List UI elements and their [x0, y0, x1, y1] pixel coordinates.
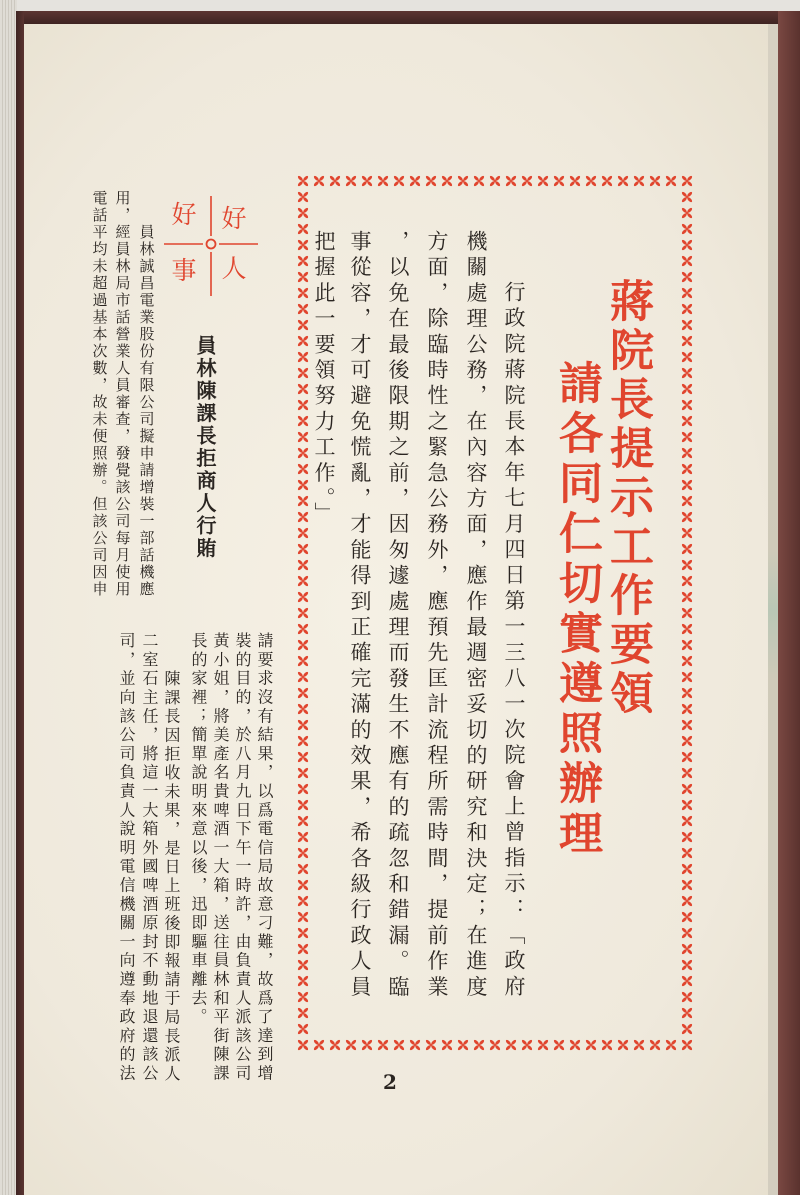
article-column: 司，並向該公司負責人說明電信機關一向遵奉政府的法	[117, 632, 136, 1084]
notice-body-column: ，以免在最後限期之前，因匆遽處理而發生不應有的疏忽和錯漏。臨	[386, 230, 410, 1001]
article-column: 電話平均未超過基本次數，故未便照辦。但該公司因申	[90, 190, 109, 598]
notice-title-line-2: 請各同仁切實遵照辦理	[551, 360, 602, 860]
article-column: 裝的目的，於八月九日下午一時許，由負責人派該公司	[233, 632, 252, 1084]
article-column: 員林誠昌電業股份有限公司擬申請增裝一部話機應	[137, 224, 156, 598]
article-column: 請要求沒有結果，以爲電信局故意刁難，故爲了達到增	[255, 632, 274, 1084]
notice-body-column: 機關處理公務，在內容方面，應作最週密妥切的研究和決定；在進度	[464, 230, 488, 1001]
notice-body-column: 方面，除臨時性之緊急公務外，應預先匡計流程所需時間，提前作業	[425, 230, 449, 1001]
section-header-right: 好人	[218, 205, 247, 305]
notice-title-line-1: 蔣院長提示工作要領	[602, 278, 653, 719]
notice-body-column: 事從容，才可避免慌亂，才能得到正確完滿的效果，希各級行政人員	[348, 230, 372, 1001]
article-column: 陳課長因拒收未果，是日上班後即報請于局長派人	[162, 670, 181, 1084]
article-column: 二室石主任，將這一大箱外國啤酒原封不動地退還該公	[140, 632, 159, 1084]
notice-body-column: 把握此一要領努力工作。」	[312, 230, 336, 528]
article-column: 用，經員林局市話營業人員審查，發覺該公司每月使用	[113, 190, 132, 598]
header-dot	[207, 240, 216, 249]
notice-body-column: 行政院蔣院長本年七月四日第一三八一次院會上曾指示：「政府	[502, 281, 526, 1001]
section-header-left: 好事	[168, 201, 197, 313]
article-column: 黃小姐，將美產名貴啤酒一大箱，送往員林和平街陳課	[211, 632, 230, 1084]
article-column: 長的家裡；簡單說明來意以後，迅即驅車離去。	[189, 632, 208, 1027]
page-number: 2	[383, 1070, 397, 1094]
article-title: 員林陳課長拒商人行賄	[193, 335, 217, 560]
